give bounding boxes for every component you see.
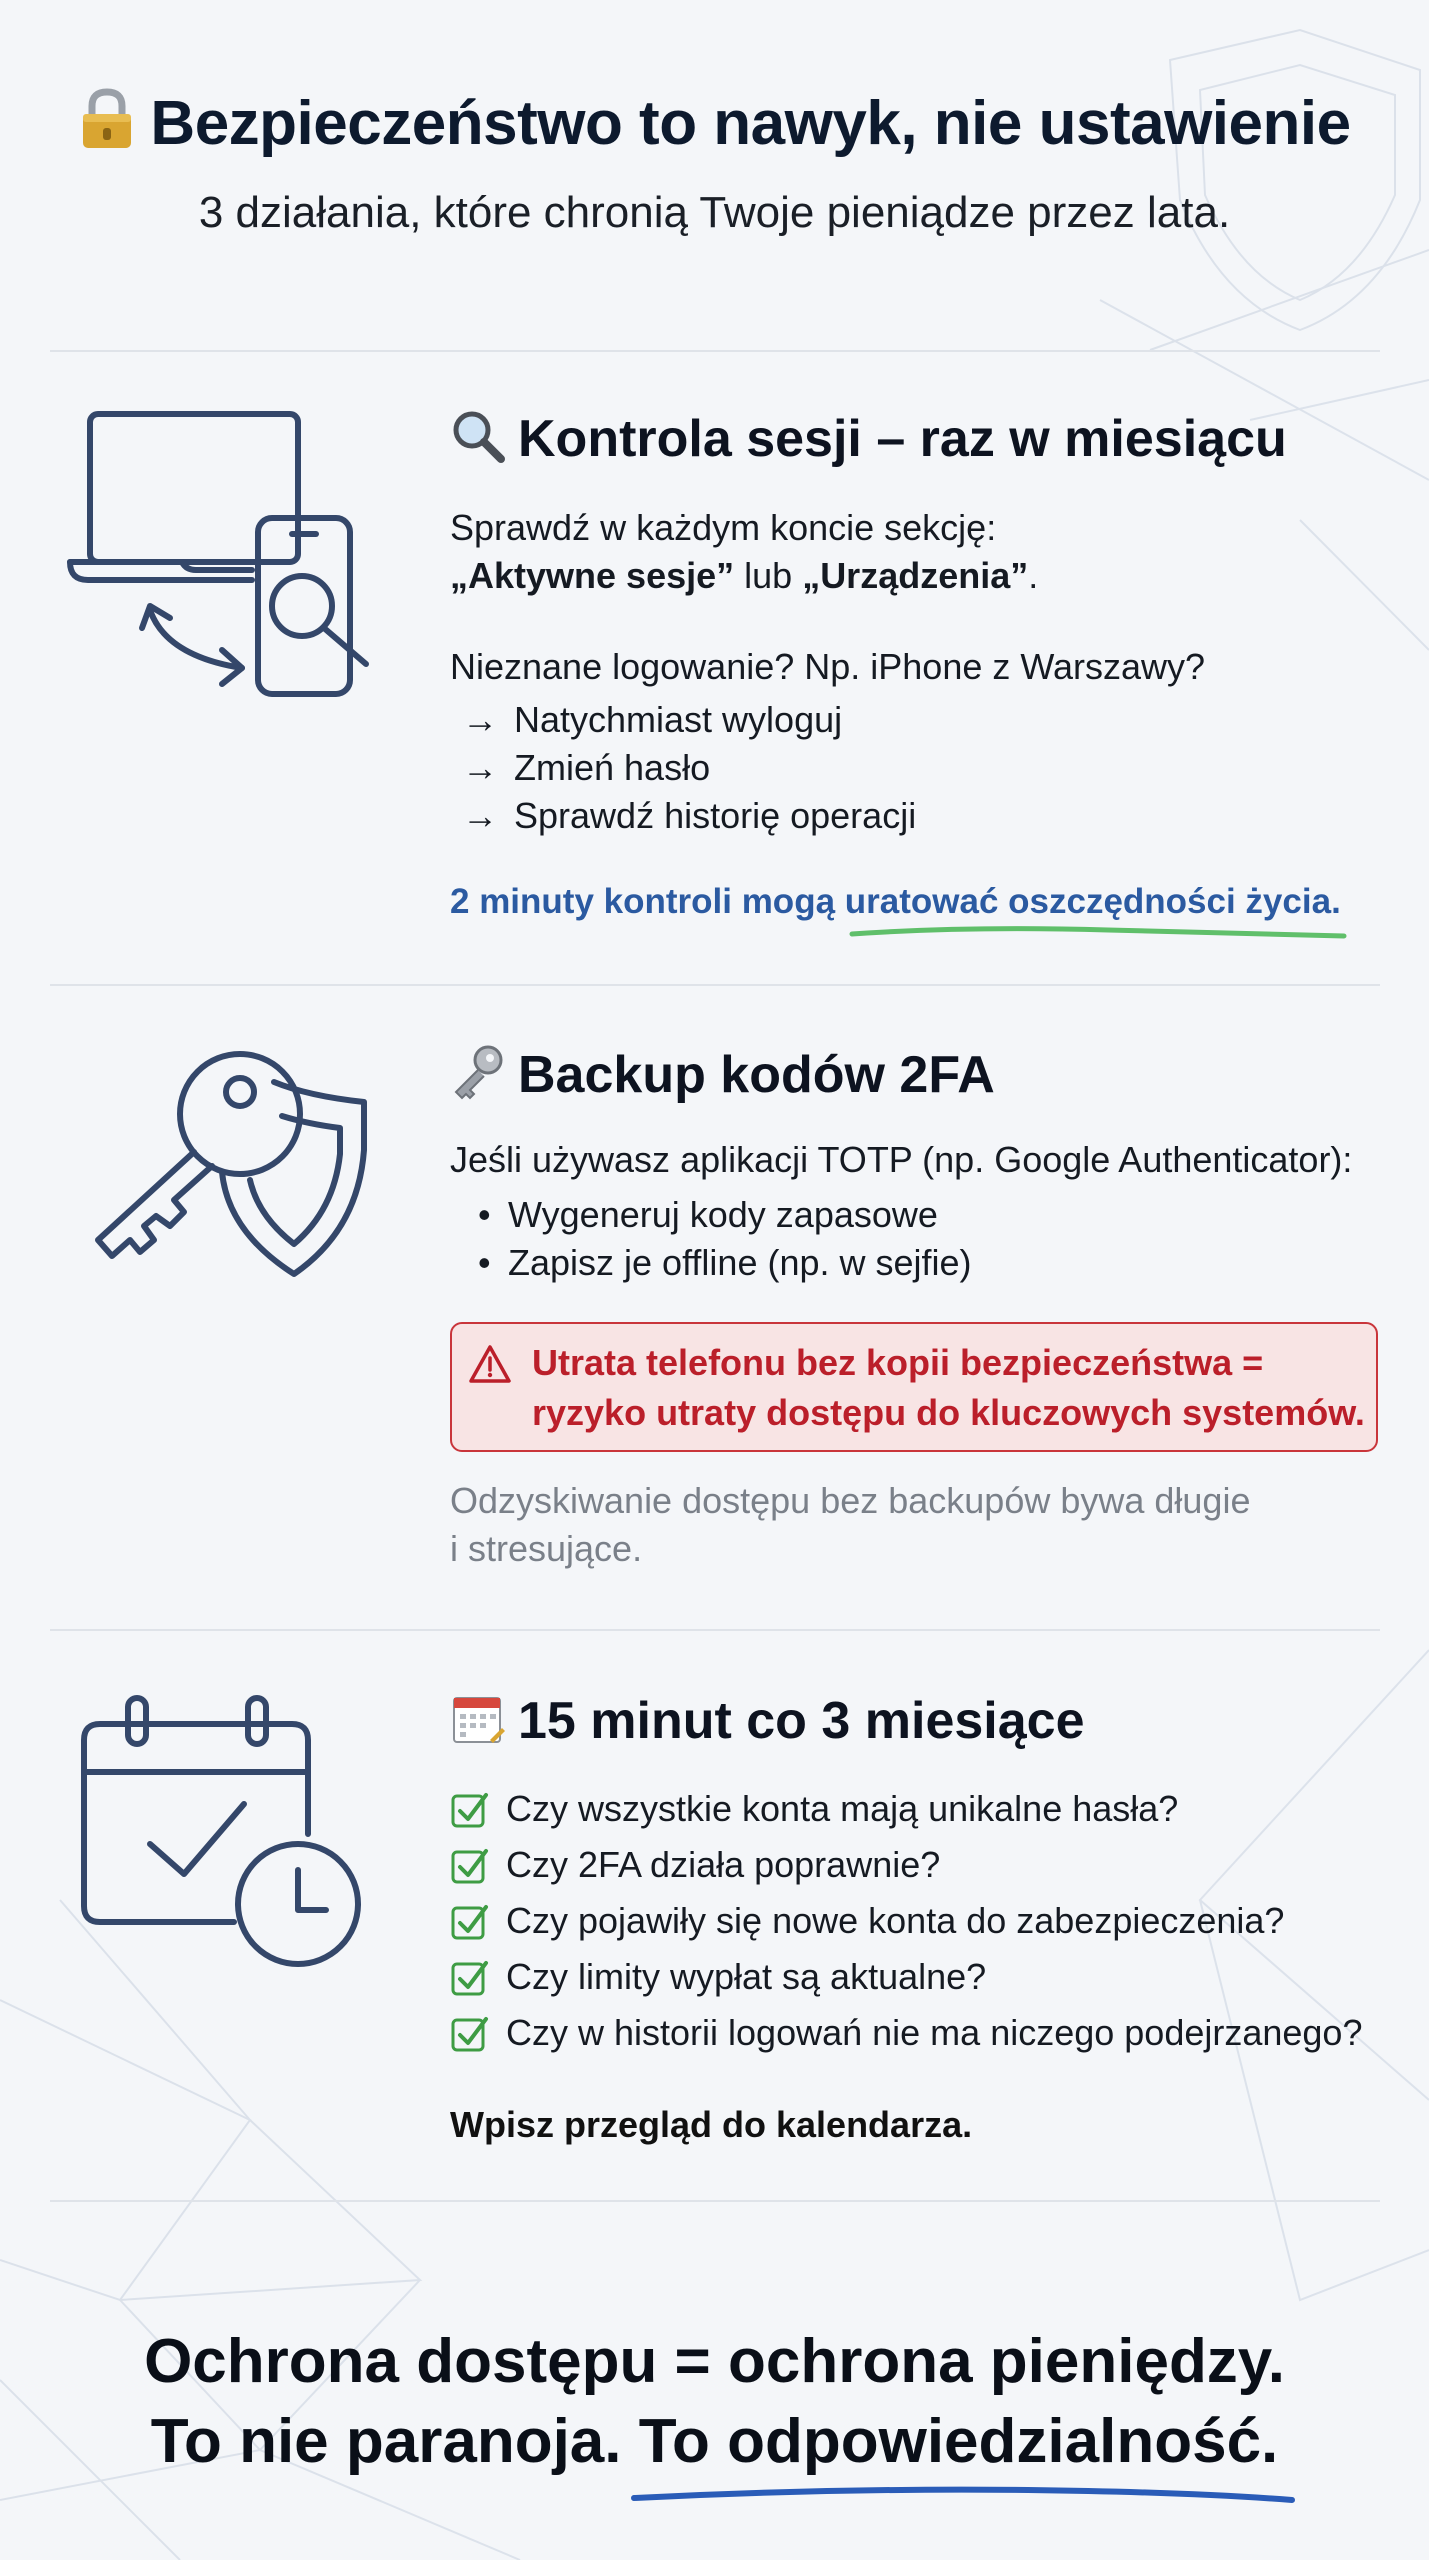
- checkbox-icon: [450, 1789, 490, 1829]
- action-label: Sprawdź historię operacji: [514, 795, 917, 836]
- highlight-text-end: .: [1331, 882, 1341, 921]
- warning-icon: [468, 1344, 512, 1384]
- calendar-clock-icon: [80, 1694, 370, 1970]
- footer-line2: [0, 2406, 1429, 2477]
- checklist-label: Czy 2FA działa poprawnie?: [506, 1844, 941, 1885]
- key-icon: [450, 1044, 506, 1100]
- sessions-active-label: „Aktywne sesje”: [450, 555, 735, 596]
- sessions-highlight: [450, 882, 1341, 922]
- page-title: [0, 88, 1429, 165]
- sessions-period: .: [1028, 555, 1039, 596]
- green-underline: [848, 922, 1348, 944]
- page-subtitle: 3 działania, które chronią Twoje pieniądze przez lata.: [198, 188, 1231, 237]
- checkbox-icon: [450, 1957, 490, 1997]
- backup-note-line1: Odzyskiwanie dostępu bez backupów bywa długie: [450, 1480, 1251, 1521]
- blue-underline: [628, 2480, 1298, 2510]
- checklist-item: [450, 1956, 986, 1998]
- divider: [50, 984, 1380, 986]
- bullet-label: Zapisz je offline (np. w sejfie): [508, 1242, 972, 1283]
- page-title-text: Bezpieczeństwo to nawyk, nie ustawienie: [150, 89, 1351, 158]
- laptop-phone-icon: [66, 410, 386, 700]
- section-title-review: [450, 1690, 1085, 1751]
- checklist-label: Czy limity wypłat są aktualne?: [506, 1956, 987, 1997]
- section-title-review-text: 15 minut co 3 miesiące: [518, 1692, 1085, 1750]
- backup-note-line2: i stresujące.: [450, 1528, 643, 1569]
- checkbox-icon: [450, 1901, 490, 1941]
- bullet-item: [478, 1242, 972, 1284]
- warning-text-line2: ryzyko utraty dostępu do kluczowych systemów.: [532, 1392, 1365, 1433]
- section-title-sessions-text: Kontrola sesji – raz w miesiącu: [518, 410, 1287, 468]
- bullet-label: Wygeneruj kody zapasowe: [508, 1194, 938, 1235]
- section-title-backup-text: Backup kodów 2FA: [518, 1046, 995, 1104]
- bullet-item: [478, 1194, 938, 1236]
- backup-intro: Jeśli używasz aplikacji TOTP (np. Google Authenticator):: [450, 1139, 1353, 1180]
- action-item: [462, 696, 842, 744]
- checklist-item: [450, 1900, 1284, 1942]
- sessions-instruction: Sprawdź w każdym koncie sekcję:: [450, 507, 997, 548]
- arrow-icon: →: [462, 747, 498, 788]
- checklist-item: [450, 1788, 1178, 1830]
- footer-line1: Ochrona dostępu = ochrona pieniędzy.: [144, 2327, 1285, 2396]
- section-title-backup: [450, 1044, 995, 1105]
- lock-icon: [78, 88, 136, 165]
- divider: [50, 1629, 1380, 1631]
- checklist-label: Czy w historii logowań nie ma niczego podejrzanego?: [506, 2012, 1363, 2053]
- checklist-item: [450, 2012, 1362, 2054]
- highlight-text-emphasis: uratować oszczędności życia: [844, 882, 1332, 921]
- action-item: [462, 792, 916, 840]
- checkbox-icon: [450, 1845, 490, 1885]
- action-label: Zmień hasło: [514, 747, 711, 788]
- warning-text-line1: Utrata telefonu bez kopii bezpieczeństwa =: [532, 1342, 1264, 1383]
- sessions-devices-label: „Urządzenia”: [802, 555, 1029, 596]
- checkbox-icon: [450, 2013, 490, 2053]
- arrow-icon: →: [462, 795, 498, 836]
- sessions-sections: [450, 552, 1038, 600]
- sessions-question: Nieznane logowanie? Np. iPhone z Warszawy?: [450, 646, 1206, 687]
- divider: [50, 2200, 1380, 2202]
- sessions-or-text: lub: [734, 555, 803, 596]
- section-title-sessions: [450, 408, 1287, 469]
- checklist-label: Czy wszystkie konta mają unikalne hasła?: [506, 1788, 1179, 1829]
- action-item: [462, 744, 710, 792]
- highlight-text-start: 2 minuty kontroli mogą: [450, 882, 845, 921]
- checklist-label: Czy pojawiły się nowe konta do zabezpieczenia?: [506, 1900, 1285, 1941]
- calendar-icon: [450, 1690, 506, 1746]
- bullet-dot: •: [478, 1194, 491, 1235]
- arrow-icon: →: [462, 699, 498, 740]
- checklist-item: [450, 1844, 940, 1886]
- magnifier-icon: [450, 408, 506, 464]
- footer-line2-emphasis: To odpowiedzialność.: [638, 2407, 1279, 2476]
- footer-line2-start: To nie paranoja.: [150, 2407, 639, 2476]
- review-closing: Wpisz przegląd do kalendarza.: [450, 2104, 973, 2145]
- key-shield-icon: [78, 1040, 378, 1280]
- bullet-dot: •: [478, 1242, 491, 1283]
- action-label: Natychmiast wyloguj: [514, 699, 843, 740]
- divider: [50, 350, 1380, 352]
